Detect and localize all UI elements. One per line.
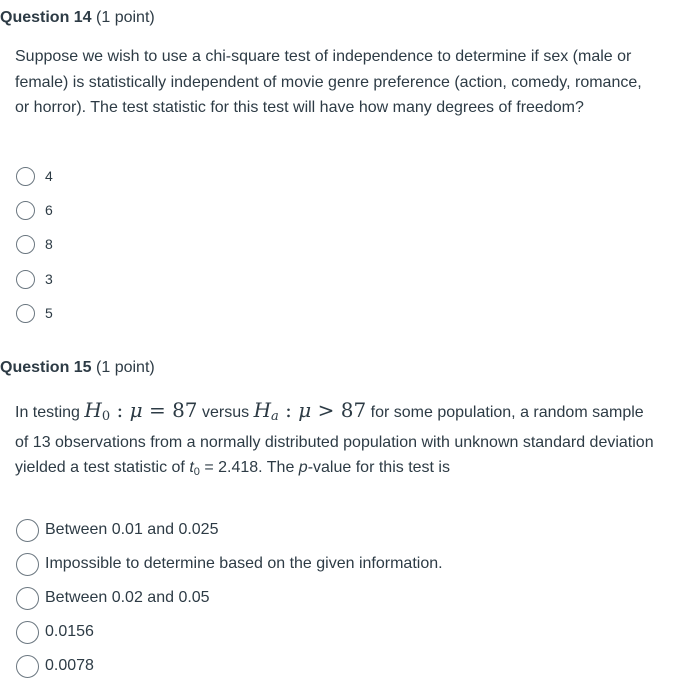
ha-symbol: H [253, 398, 272, 422]
h0-colon: : [116, 398, 124, 422]
null-hypothesis [84, 398, 197, 422]
q15-option-2[interactable] [16, 551, 443, 577]
q14-option-4[interactable] [16, 267, 53, 291]
q14-option-1[interactable] [16, 164, 53, 188]
question-15-header [0, 359, 155, 377]
ha-value: 87 [340, 398, 367, 422]
question-14-points: (1 point) [96, 9, 155, 26]
q15-versus: versus [201, 404, 250, 421]
q15-option-3[interactable] [16, 585, 210, 611]
radio-button[interactable] [16, 167, 35, 186]
h0-subscript: 0 [101, 409, 111, 424]
ha-colon: : [285, 398, 292, 422]
q14-option-5-label: 5 [45, 305, 53, 321]
q15-option-1-label: Between 0.01 and 0.025 [45, 521, 219, 538]
q15-text-mid: for some population, a random sample of 13 observations from a normally distributed population with unknown standard deviation yielded a test statistic of [15, 404, 654, 476]
radio-button[interactable] [16, 270, 35, 289]
question-14-title: Question 14 [0, 9, 92, 26]
question-14-header [0, 9, 155, 27]
radio-button[interactable] [16, 235, 35, 254]
h0-mu: μ [129, 398, 143, 422]
radio-button[interactable] [16, 553, 39, 576]
q15-option-2-label: Impossible to determine based on the given information. [45, 555, 443, 572]
q15-text-end: -value for this test is [307, 459, 450, 476]
t-variable: t [189, 459, 194, 476]
alternative-hypothesis [254, 398, 367, 422]
t-subscript: 0 [193, 466, 200, 478]
q15-option-5-label: 0.0078 [45, 657, 94, 674]
ha-greater: > [317, 398, 335, 422]
q15-option-1[interactable] [16, 517, 218, 543]
ha-mu: μ [298, 398, 312, 422]
radio-button[interactable] [16, 587, 39, 610]
q14-option-3-label: 8 [45, 236, 53, 252]
radio-button[interactable] [16, 621, 39, 644]
radio-button[interactable] [16, 519, 39, 542]
q15-text-intro: In testing [15, 404, 80, 421]
q15-option-5[interactable] [16, 653, 94, 679]
q14-option-5[interactable] [16, 301, 53, 325]
question-15-title: Question 15 [0, 359, 92, 376]
h0-equals: = [148, 398, 166, 422]
radio-button[interactable] [16, 201, 35, 220]
q14-option-4-label: 3 [45, 271, 53, 287]
ha-subscript: a [271, 409, 279, 424]
q14-option-2-label: 6 [45, 202, 53, 218]
q15-option-3-label: Between 0.02 and 0.05 [45, 589, 210, 606]
q14-option-1-label: 4 [45, 168, 53, 184]
q14-option-3[interactable] [16, 232, 53, 256]
radio-button[interactable] [16, 304, 35, 323]
question-15-points: (1 point) [96, 359, 155, 376]
question-14-text: Suppose we wish to use a chi-square test of independence to determine if sex (male or female) is statistically independent of movie genre preference (action, comedy, romance, or horror). The test statistic for this test will have how many degrees of freedom? [15, 48, 642, 116]
q15-option-4[interactable] [16, 619, 94, 645]
q15-option-4-label: 0.0156 [45, 623, 94, 640]
h0-symbol: H [84, 398, 102, 422]
q14-option-2[interactable] [16, 198, 53, 222]
question-15-text [15, 398, 655, 486]
radio-button[interactable] [16, 655, 39, 678]
h0-value: 87 [172, 398, 198, 422]
q15-t-equals: = 2.418. The [204, 459, 295, 476]
p-variable: p [298, 459, 308, 476]
